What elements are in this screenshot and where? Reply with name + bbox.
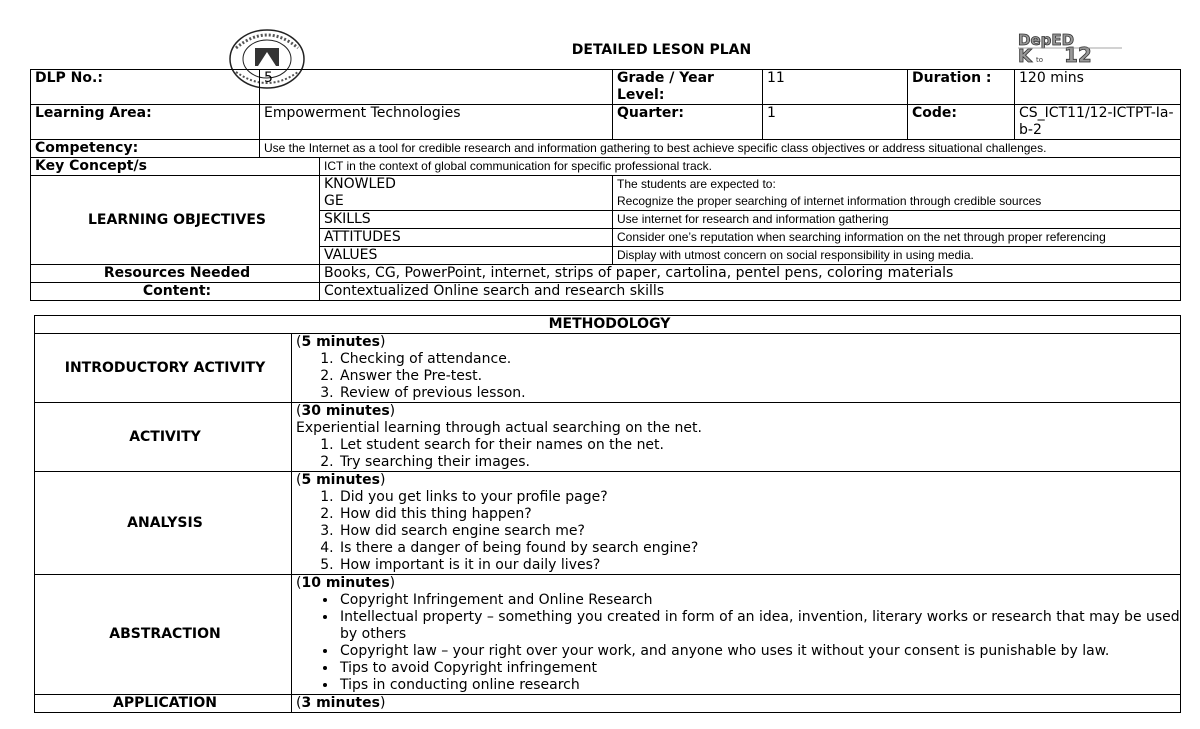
analysis-duration: (5 minutes) bbox=[296, 472, 386, 488]
activity-content bbox=[292, 403, 1181, 472]
competency-label: Competency: bbox=[31, 140, 260, 158]
deped-k12-logo bbox=[1016, 30, 1124, 64]
activity-duration: (30 minutes) bbox=[296, 403, 396, 419]
application-duration: (3 minutes) bbox=[296, 695, 386, 711]
activity-list bbox=[296, 437, 1180, 471]
list-item: • Tips in conducting online research bbox=[338, 677, 1180, 694]
key-concept-label: Key Concept/s bbox=[31, 158, 320, 176]
duration-value: 120 mins bbox=[1015, 70, 1181, 105]
content-value: Contextualized Online search and research skills bbox=[320, 283, 1181, 301]
application-content bbox=[292, 695, 1181, 713]
content-label: Content: bbox=[31, 283, 320, 301]
duration-label: Duration : bbox=[908, 70, 1015, 105]
methodology-table bbox=[34, 315, 1181, 713]
skills-label: SKILLS bbox=[320, 211, 613, 229]
attitudes-value: Consider one’s reputation when searching information on the net through proper referencing bbox=[613, 229, 1181, 247]
activity-intro: Experiential learning through actual searching on the net. bbox=[296, 420, 702, 436]
abstraction-content bbox=[292, 575, 1181, 695]
list-item: 3. How did search engine search me? bbox=[338, 523, 1180, 540]
dlp-value: 5 bbox=[260, 70, 613, 105]
list-item: 2. How did this thing happen? bbox=[338, 506, 1180, 523]
application-label: APPLICATION bbox=[35, 695, 292, 713]
abstraction-duration: (10 minutes) bbox=[296, 575, 396, 591]
abstraction-label: ABSTRACTION bbox=[35, 575, 292, 695]
list-item: 2. Try searching their images. bbox=[338, 454, 1180, 471]
grade-value: 11 bbox=[763, 70, 908, 105]
introductory-duration: (5 minutes) bbox=[296, 334, 386, 350]
grade-label: Grade / Year Level: bbox=[613, 70, 763, 105]
learning-area-value: Empowerment Technologies bbox=[260, 105, 613, 140]
abstraction-list bbox=[296, 592, 1180, 694]
analysis-content bbox=[292, 472, 1181, 575]
svg-text:K: K bbox=[1018, 46, 1032, 64]
quarter-value: 1 bbox=[763, 105, 908, 140]
knowledge-text: Recognize the proper searching of internet information through credible sources bbox=[617, 194, 1042, 208]
dlp-label: DLP No.: bbox=[31, 70, 260, 105]
analysis-label: ANALYSIS bbox=[35, 472, 292, 575]
methodology-heading: METHODOLOGY bbox=[35, 316, 1181, 334]
list-item: • Copyright law – your right over your work, and anyone who uses it without your consent is punishable by law. bbox=[338, 643, 1180, 660]
introductory-activity-label: INTRODUCTORY ACTIVITY bbox=[35, 334, 292, 403]
list-item: • Copyright Infringement and Online Research bbox=[338, 592, 1180, 609]
lesson-info-table bbox=[30, 69, 1181, 301]
svg-text:DepED: DepED bbox=[1018, 31, 1075, 49]
values-label: VALUES bbox=[320, 247, 613, 265]
attitudes-label: ATTITUDES bbox=[320, 229, 613, 247]
list-item: 1. Did you get links to your profile page? bbox=[338, 489, 1180, 506]
knowledge-label: KNOWLEDGE bbox=[320, 176, 613, 211]
resources-value: Books, CG, PowerPoint, internet, strips of paper, cartolina, pentel pens, coloring materials bbox=[320, 265, 1181, 283]
introductory-activity-content bbox=[292, 334, 1181, 403]
list-item: • Tips to avoid Copyright infringement bbox=[338, 660, 1180, 677]
activity-label: ACTIVITY bbox=[35, 403, 292, 472]
svg-text:12: 12 bbox=[1064, 43, 1092, 64]
learning-area-label: Learning Area: bbox=[31, 105, 260, 140]
code-label: Code: bbox=[908, 105, 1015, 140]
quarter-label: Quarter: bbox=[613, 105, 763, 140]
values-value: Display with utmost concern on social responsibility in using media. bbox=[613, 247, 1181, 265]
list-item: 3. Review of previous lesson. bbox=[338, 385, 1180, 402]
code-value: CS_ICT11/12-ICTPT-Ia-b-2 bbox=[1015, 105, 1181, 140]
list-item: 5. How important is it in our daily lives? bbox=[338, 557, 1180, 574]
list-item: 4. Is there a danger of being found by search engine? bbox=[338, 540, 1180, 557]
list-item: 1. Let student search for their names on the net. bbox=[338, 437, 1180, 454]
list-item: • Intellectual property – something you created in form of an idea, invention, literary works or research that may be used by others bbox=[338, 609, 1180, 643]
svg-text:to: to bbox=[1036, 56, 1044, 64]
key-concept-value: ICT in the context of global communication for specific professional track. bbox=[320, 158, 1181, 176]
analysis-list bbox=[296, 489, 1180, 574]
resources-label: Resources Needed bbox=[31, 265, 320, 283]
knowledge-intro: The students are expected to: bbox=[617, 177, 776, 191]
competency-value: Use the Internet as a tool for credible research and information gathering to best achieve specific class objectives or address situational challenges. bbox=[260, 140, 1181, 158]
document-title: DETAILED LESON PLAN bbox=[571, 42, 752, 58]
skills-value: Use internet for research and information gathering bbox=[613, 211, 1181, 229]
learning-objectives-label: LEARNING OBJECTIVES bbox=[31, 176, 320, 265]
introductory-list bbox=[296, 351, 1180, 402]
list-item: 2. Answer the Pre-test. bbox=[338, 368, 1180, 385]
list-item: 1. Checking of attendance. bbox=[338, 351, 1180, 368]
knowledge-value bbox=[613, 176, 1181, 211]
